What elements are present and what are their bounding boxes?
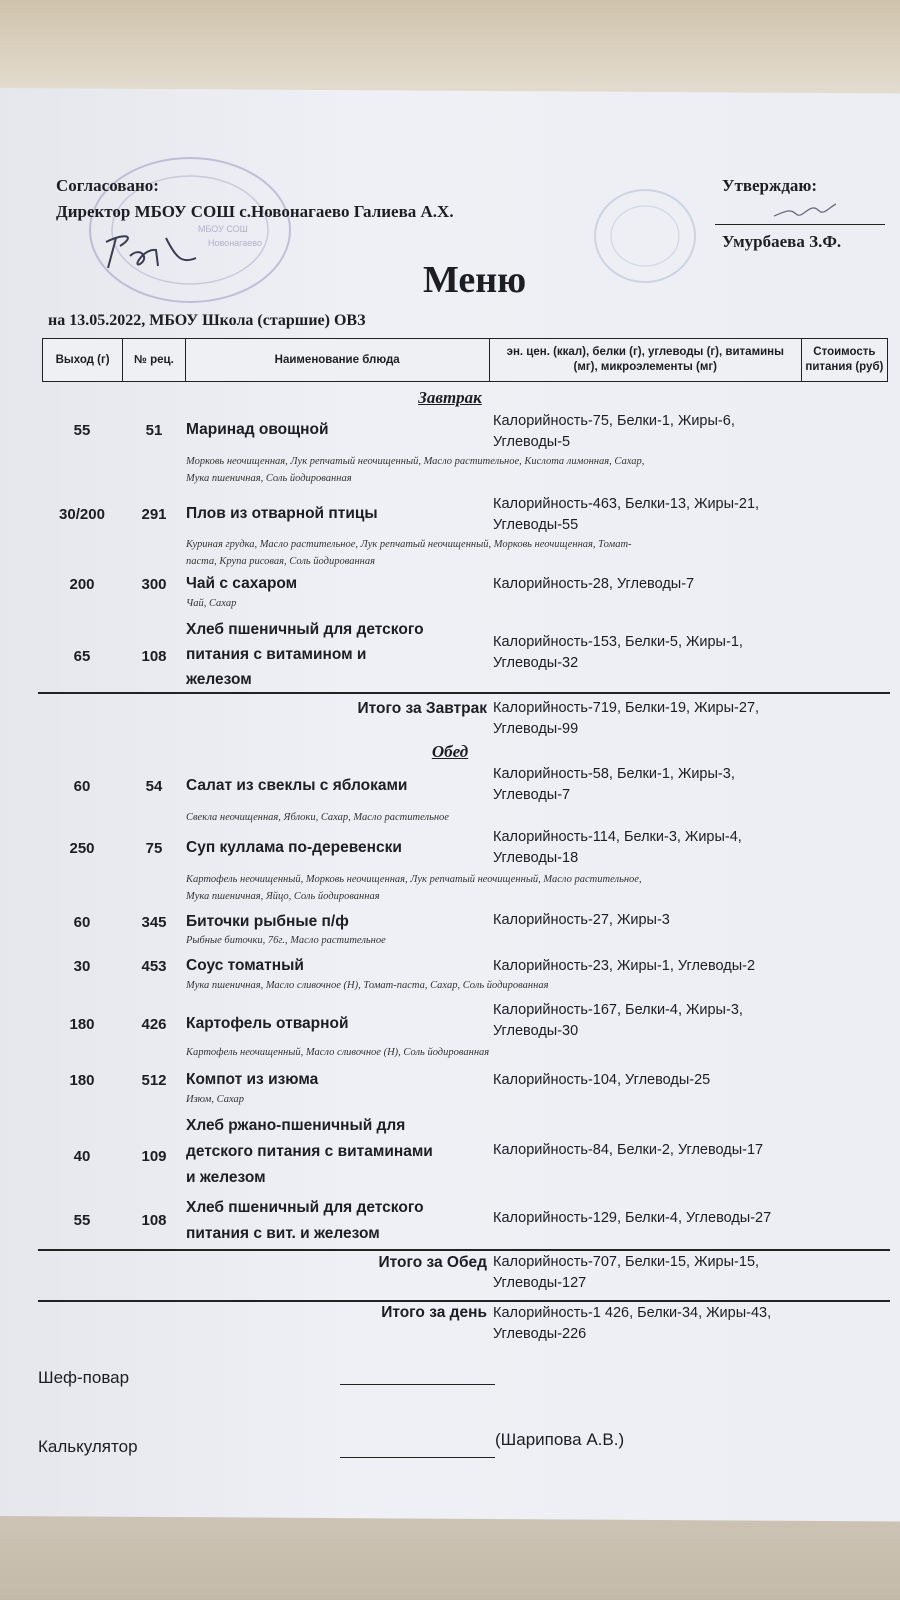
row-dish-name-1: Хлеб пшеничный для детского: [186, 621, 424, 638]
row-dish-name: Маринад овощной: [186, 421, 329, 438]
director-signature: [96, 228, 206, 278]
row-dish-name-2: питания с витамином и: [186, 646, 367, 663]
row-dish-name: Плов из отварной птицы: [186, 505, 378, 522]
row-out: 30/200: [59, 506, 105, 523]
row-nutrition-1: Калорийность-23, Жиры-1, Углеводы-2: [493, 958, 756, 974]
row-recipe: 291: [141, 506, 167, 523]
row-ingredients-1: Картофель неочищенный, Масло сливочное (Н), Соль йодированная: [186, 1047, 490, 1058]
row-nutrition-1: Калорийность-104, Углеводы-25: [493, 1072, 711, 1088]
breakfast-total-2: Углеводы-99: [493, 721, 579, 737]
approver-signature: [770, 196, 840, 226]
row-out: 60: [73, 914, 91, 931]
row-ingredients-2: паста, Крупа рисовая, Соль йодированная: [186, 556, 376, 567]
row-recipe: 300: [141, 576, 167, 593]
row-out: 250: [69, 840, 95, 857]
row-nutrition-1: Калорийность-27, Жиры-3: [493, 912, 670, 928]
lunch-total-divider: [38, 1249, 890, 1251]
row-nutrition-1: Калорийность-75, Белки-1, Жиры-6,: [493, 413, 735, 429]
row-ingredients-1: Морковь неочищенная, Лук репчатый неочищенный, Масло растительное, Кислота лимонная, Сахар,: [186, 456, 645, 467]
row-out: 60: [73, 778, 91, 795]
row-dish-name-3: и железом: [186, 1169, 266, 1186]
round-stamp-right: [590, 186, 700, 286]
row-recipe: 108: [141, 648, 167, 665]
row-dish-name-2: детского питания с витаминами: [186, 1143, 433, 1160]
row-dish-name: Соус томатный: [186, 957, 304, 974]
row-recipe: 345: [141, 914, 167, 931]
row-nutrition-1: Калорийность-129, Белки-4, Углеводы-27: [493, 1210, 772, 1226]
row-dish-name: Суп куллама по-деревенски: [186, 839, 402, 856]
col-header-out: Выход (г): [43, 339, 123, 381]
approve-label: Утверждаю:: [722, 176, 818, 195]
col-header-nutrition: эн. цен. (ккал), белки (г), углеводы (г), витамины (мг), микроэлементы (мг): [490, 339, 802, 381]
row-dish-name: Картофель отварной: [186, 1015, 349, 1032]
breakfast-total-label: Итого за Завтрак: [357, 700, 487, 717]
day-total-divider: [38, 1300, 890, 1302]
row-recipe: 453: [141, 958, 167, 975]
row-ingredients-1: Куриная грудка, Масло растительное, Лук репчатый неочищенный, Морковь неочищенная, Томат-: [186, 539, 632, 550]
row-out: 30: [73, 958, 91, 975]
row-dish-name: Салат из свеклы с яблоками: [186, 777, 408, 794]
stamp-text-2: Новонагаево: [208, 238, 262, 248]
row-out: 180: [69, 1072, 95, 1089]
row-dish-name: Чай с сахаром: [186, 575, 298, 592]
row-ingredients-1: Рыбные биточки, 76г., Масло растительное: [186, 935, 386, 946]
row-nutrition-1: Калорийность-84, Белки-2, Углеводы-17: [493, 1142, 764, 1158]
lunch-total-1: Калорийность-707, Белки-15, Жиры-15,: [493, 1254, 760, 1270]
row-dish-name-2: питания с вит. и железом: [186, 1225, 380, 1242]
row-nutrition-2: Углеводы-55: [493, 517, 579, 533]
calculator-label: Калькулятор: [38, 1437, 138, 1456]
row-ingredients-2: Мука пшеничная, Соль йодированная: [186, 473, 352, 484]
day-total-2: Углеводы-226: [493, 1326, 587, 1342]
section-title-lunch: Обед: [431, 742, 469, 761]
row-ingredients-2: Мука пшеничная, Яйцо, Соль йодированная: [186, 891, 380, 902]
menu-subtitle: на 13.05.2022, МБОУ Школа (старшие) ОВЗ: [48, 312, 366, 329]
day-total-1: Калорийность-1 426, Белки-34, Жиры-43,: [493, 1305, 772, 1321]
row-nutrition-1: Калорийность-114, Белки-3, Жиры-4,: [493, 829, 742, 845]
row-recipe: 51: [145, 422, 163, 439]
row-ingredients-1: Изюм, Сахар: [186, 1094, 244, 1105]
row-ingredients-1: Свекла неочищенная, Яблоки, Сахар, Масло растительное: [186, 812, 449, 823]
row-dish-name: Биточки рыбные п/ф: [186, 913, 349, 930]
row-nutrition-1: Калорийность-28, Углеводы-7: [493, 576, 695, 592]
col-header-cost: Стоимость питания (руб): [805, 346, 884, 373]
col-header-recipe: № рец.: [123, 339, 185, 381]
row-recipe: 512: [141, 1072, 167, 1089]
row-nutrition-2: Углеводы-32: [493, 655, 579, 671]
chef-signature-line: [340, 1384, 495, 1385]
row-recipe: 109: [141, 1148, 167, 1165]
row-ingredients-1: Чай, Сахар: [186, 598, 237, 609]
row-ingredients-1: Картофель неочищенный, Морковь неочищенная, Лук репчатый неочищенный, Масло растительное,: [186, 874, 642, 885]
calculator-name: (Шарипова А.В.): [495, 1430, 625, 1449]
row-nutrition-2: Углеводы-30: [493, 1023, 579, 1039]
breakfast-total-1: Калорийность-719, Белки-19, Жиры-27,: [493, 700, 760, 716]
row-out: 40: [73, 1148, 91, 1165]
chef-label: Шеф-повар: [38, 1368, 130, 1387]
director-line: Директор МБОУ СОШ с.Новонагаево Галиева А.Х.: [56, 202, 454, 221]
row-out: 200: [69, 576, 95, 593]
lunch-total-2: Углеводы-127: [493, 1275, 587, 1291]
stamp-text-1: МБОУ СОШ: [198, 224, 248, 234]
agreed-label: Согласовано:: [56, 176, 159, 195]
section-title-breakfast: Завтрак: [418, 388, 482, 407]
row-out: 55: [73, 1212, 91, 1229]
row-dish-name-1: Хлеб ржано-пшеничный для: [186, 1117, 406, 1134]
row-out: 55: [73, 422, 91, 439]
col-header-name: Наименование блюда: [186, 339, 490, 381]
row-nutrition-1: Калорийность-463, Белки-13, Жиры-21,: [493, 496, 760, 512]
day-total-label: Итого за день: [381, 1304, 487, 1321]
approve-signature-line: [715, 224, 885, 225]
row-nutrition-1: Калорийность-167, Белки-4, Жиры-3,: [493, 1002, 743, 1018]
lunch-total-label: Итого за Обед: [378, 1254, 487, 1271]
row-nutrition-1: Калорийность-58, Белки-1, Жиры-3,: [493, 766, 735, 782]
row-dish-name: Компот из изюма: [186, 1071, 319, 1088]
row-nutrition-2: Углеводы-5: [493, 434, 571, 450]
row-dish-name-3: железом: [186, 671, 252, 688]
page-title: Меню: [423, 259, 527, 301]
row-out: 180: [69, 1016, 95, 1033]
row-recipe: 75: [145, 840, 163, 857]
row-recipe: 108: [141, 1212, 167, 1229]
row-ingredients-1: Мука пшеничная, Масло сливочное (Н), Томат-паста, Сахар, Соль йодированная: [186, 980, 549, 991]
row-recipe: 54: [145, 778, 163, 795]
table-header: [42, 338, 888, 382]
row-dish-name-1: Хлеб пшеничный для детского: [186, 1199, 424, 1216]
row-out: 65: [73, 648, 91, 665]
row-nutrition-2: Углеводы-7: [493, 787, 571, 803]
breakfast-total-divider: [38, 692, 890, 694]
row-recipe: 426: [141, 1016, 167, 1033]
row-nutrition-2: Углеводы-18: [493, 850, 579, 866]
row-nutrition-1: Калорийность-153, Белки-5, Жиры-1,: [493, 634, 743, 650]
approver-name: Умурбаева З.Ф.: [722, 232, 842, 251]
calculator-signature-line: [340, 1457, 495, 1458]
